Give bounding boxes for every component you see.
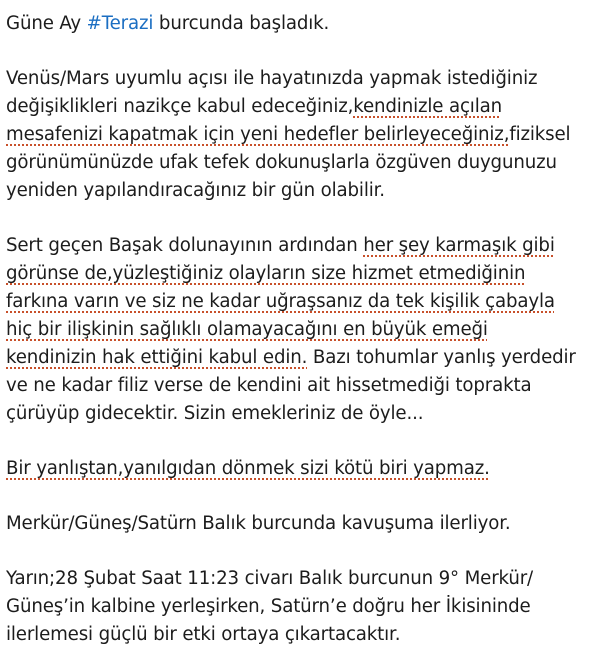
venus-mars-paragraph (6, 65, 600, 205)
yanlis-paragraph (6, 455, 600, 483)
text-line: görünümünüzde ufak tefek dokunuşlarla özgüven duygunuzu (6, 152, 557, 173)
spellcheck-underlined-text: kendinizin hak ettiğini kabul edin. (6, 347, 308, 368)
text-line: Merkür/Güneş/Satürn Balık burcunda kavuşuma ilerliyor. (6, 513, 511, 534)
text-line (6, 121, 600, 149)
spellcheck-underlined-text: görünse de,yüzleştiğiniz olayların size hizmet etmediğinin (6, 263, 526, 284)
intro-line (6, 10, 600, 38)
text-segment: fiziksel (509, 124, 571, 145)
text-segment: değişiklikleri nazikçe kabul edeceğiniz, (6, 96, 354, 117)
text-line (6, 455, 600, 483)
text-line: çürüyüp gidecektir. Sizin emekleriniz de öyle... (6, 403, 424, 424)
spellcheck-underlined-text: mesafenizi kapatmak için yeni hedefler belirleyeceğiniz, (6, 124, 510, 145)
paragraph-gap (6, 538, 600, 565)
paragraph-gap (6, 483, 600, 510)
text-line: ilerlemesi güçlü bir etki ortaya çıkartacaktır. (6, 624, 401, 645)
intro-text-before: Güne Ay (6, 13, 87, 34)
text-line: ve ne kadar filiz verse de kendini ait hissetmediği toprakta (6, 375, 532, 396)
spellcheck-underlined-text: kendinizle açılan (353, 96, 502, 117)
paragraph-gap (6, 205, 600, 232)
kavusum-paragraph (6, 510, 600, 538)
spellcheck-underlined-text: kişilik çabayla (429, 291, 555, 312)
text-line (6, 232, 600, 260)
spellcheck-underlined-text: hiç bir ilişkinin sağlıklı olamayacağını en büyük emeği (6, 319, 488, 340)
spellcheck-underlined-text: farkına varın ve siz ne kadar uğraşsanız da tek (6, 291, 430, 312)
text-line (6, 288, 600, 316)
text-line: Yarın;28 Şubat Saat 11:23 civarı Balık burcunun 9° Merkür/ (6, 568, 534, 589)
text-line (6, 344, 600, 372)
intro-text-after: burcunda başladık. (153, 13, 330, 34)
basak-dolunay-paragraph (6, 232, 600, 428)
text-segment: Bazı tohumlar yanlış yerdedir (307, 347, 576, 368)
yarin-paragraph (6, 565, 600, 649)
text-line: Venüs/Mars uyumlu açısı ile hayatınızda yapmak istediğiniz (6, 68, 538, 89)
hashtag-link[interactable]: #Terazi (86, 13, 154, 34)
text-line: Güneş’in kalbine yerleşirken, Satürn’e doğru her İkisininde (6, 596, 531, 617)
paragraph-gap (6, 428, 600, 455)
spellcheck-underlined-text: her şey karmaşık gibi (363, 235, 555, 256)
text-line (6, 316, 600, 344)
text-line (6, 93, 600, 121)
text-line (6, 260, 600, 288)
text-segment: Sert geçen Başak dolunayının ardından (6, 235, 364, 256)
paragraph-gap (6, 38, 600, 65)
intro-paragraph (6, 10, 600, 38)
spellcheck-underlined-text: Bir yanlıştan,yanılgıdan dönmek sizi kötü biri yapmaz. (6, 458, 490, 479)
text-line: yeniden yapılandıracağınız bir gün olabilir. (6, 180, 385, 201)
